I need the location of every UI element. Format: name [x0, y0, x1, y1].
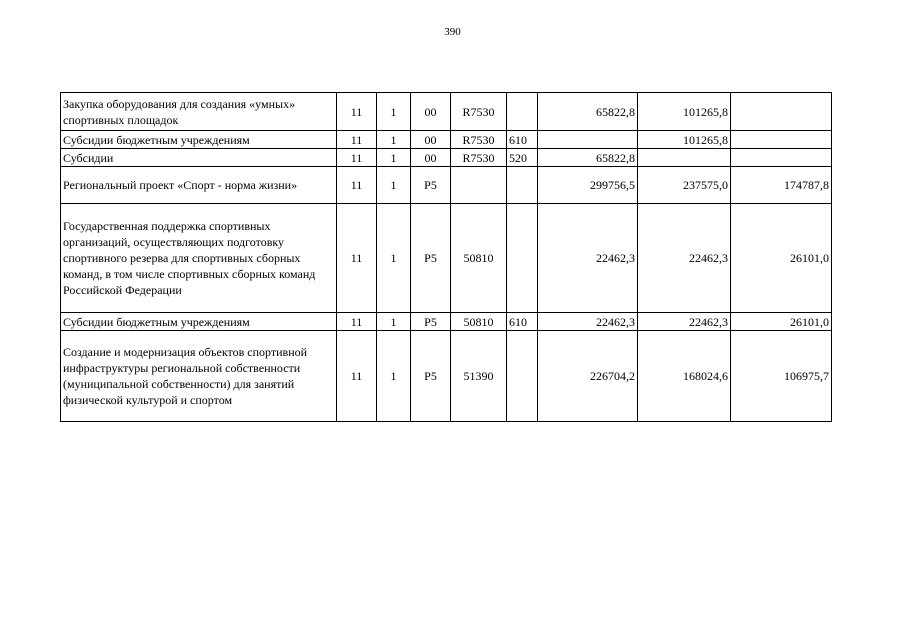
subsection-cell: 1 — [377, 167, 411, 204]
item-cell: 50810 — [451, 313, 507, 331]
program-cell: P5 — [411, 204, 451, 313]
value-2-cell: 22462,3 — [638, 204, 731, 313]
subsection-cell: 1 — [377, 313, 411, 331]
table-row — [61, 204, 832, 313]
value-3-cell: 26101,0 — [731, 313, 832, 331]
table-row — [61, 167, 832, 204]
expense-type-cell — [507, 93, 538, 131]
section-cell: 11 — [337, 131, 377, 149]
expense-type-cell: 520 — [507, 149, 538, 167]
row-name: Региональный проект «Спорт - норма жизни» — [61, 167, 337, 204]
value-1-cell: 65822,8 — [538, 149, 638, 167]
table-row — [61, 131, 832, 149]
item-cell: 50810 — [451, 204, 507, 313]
item-cell: R7530 — [451, 131, 507, 149]
expense-type-cell — [507, 204, 538, 313]
value-1-cell: 299756,5 — [538, 167, 638, 204]
row-name: Субсидии бюджетным учреждениям — [61, 131, 337, 149]
expense-type-cell — [507, 331, 538, 422]
section-cell: 11 — [337, 313, 377, 331]
row-name: Создание и модернизация объектов спортивной инфраструктуры региональной собственности (муниципальной собственности) для занятий физической культурой и спортом — [61, 331, 337, 422]
page-number: 390 — [444, 26, 461, 38]
table-row — [61, 313, 832, 331]
expense-type-cell: 610 — [507, 313, 538, 331]
value-2-cell: 168024,6 — [638, 331, 731, 422]
program-cell: 00 — [411, 131, 451, 149]
budget-table — [60, 92, 832, 422]
program-cell: P5 — [411, 313, 451, 331]
subsection-cell: 1 — [377, 131, 411, 149]
value-1-cell: 226704,2 — [538, 331, 638, 422]
item-cell — [451, 167, 507, 204]
value-2-cell: 237575,0 — [638, 167, 731, 204]
value-2-cell: 101265,8 — [638, 131, 731, 149]
item-cell: R7530 — [451, 93, 507, 131]
program-cell: P5 — [411, 331, 451, 422]
program-cell: 00 — [411, 149, 451, 167]
value-3-cell — [731, 131, 832, 149]
row-name: Закупка оборудования для создания «умных» спортивных площадок — [61, 93, 337, 131]
table-row — [61, 93, 832, 131]
section-cell: 11 — [337, 167, 377, 204]
value-3-cell: 26101,0 — [731, 204, 832, 313]
value-1-cell: 22462,3 — [538, 204, 638, 313]
value-1-cell: 65822,8 — [538, 93, 638, 131]
value-3-cell — [731, 149, 832, 167]
item-cell: 51390 — [451, 331, 507, 422]
table-row — [61, 149, 832, 167]
section-cell: 11 — [337, 204, 377, 313]
section-cell: 11 — [337, 331, 377, 422]
section-cell: 11 — [337, 93, 377, 131]
section-cell: 11 — [337, 149, 377, 167]
value-3-cell: 106975,7 — [731, 331, 832, 422]
item-cell: R7530 — [451, 149, 507, 167]
value-2-cell: 101265,8 — [638, 93, 731, 131]
row-name: Государственная поддержка спортивных организаций, осуществляющих подготовку спортивного резерва для спортивных сборных команд, в том числе спортивных сборных команд Российской Федерации — [61, 204, 337, 313]
value-2-cell — [638, 149, 731, 167]
value-3-cell: 174787,8 — [731, 167, 832, 204]
subsection-cell: 1 — [377, 204, 411, 313]
table-row — [61, 331, 832, 422]
expense-type-cell: 610 — [507, 131, 538, 149]
value-1-cell: 22462,3 — [538, 313, 638, 331]
value-2-cell: 22462,3 — [638, 313, 731, 331]
subsection-cell: 1 — [377, 93, 411, 131]
subsection-cell: 1 — [377, 331, 411, 422]
row-name: Субсидии — [61, 149, 337, 167]
program-cell: 00 — [411, 93, 451, 131]
subsection-cell: 1 — [377, 149, 411, 167]
value-1-cell — [538, 131, 638, 149]
value-3-cell — [731, 93, 832, 131]
program-cell: P5 — [411, 167, 451, 204]
row-name: Субсидии бюджетным учреждениям — [61, 313, 337, 331]
expense-type-cell — [507, 167, 538, 204]
